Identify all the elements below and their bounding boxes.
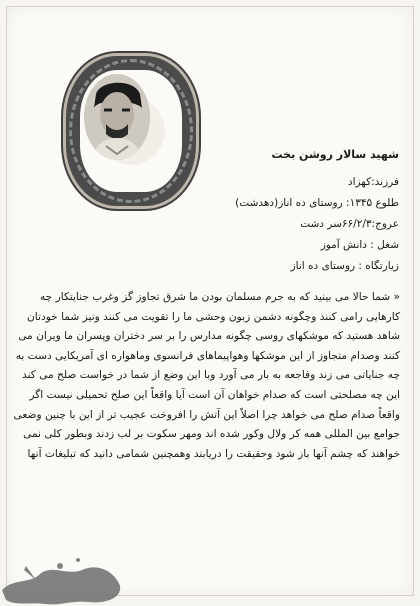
father-name: فرزند:کهزاد [347, 176, 399, 188]
martyr-portrait-photo [84, 74, 150, 160]
text-line: جوامع بین المللی همه کر ولال وکور شده اند ومهر سکوت بر لب زدند وبطور کلی نمی [23, 428, 400, 441]
text-line: این چه مصلحتی است که صدام خواهان آن است آیا واقعاً این صلح تحمیلی نیست اگر [29, 388, 400, 401]
ink-blot-decoration [0, 520, 126, 606]
testament-text [13, 288, 400, 464]
text-line: شاهد هستید که موشکهای روسی چگونه مدارس را بر سر دختران وپسران ما ویران می [18, 330, 400, 343]
text-line: کارهایی رامی کنند وچگونه دشمن زبون وحشی ما را تقویت می کنند ونیز شما خودتان [27, 310, 400, 323]
text-line: کنند وصدام متجاوز از این موشکها وهواپیماهای فرانسوی وماهواره ای آمریکایی دست به [15, 349, 400, 362]
birth-info: طلوع ۱۳۴۵: روستای ده اناز(دهدشت) [235, 197, 399, 209]
occupation-info: شغل : دانش آموز [320, 239, 399, 251]
text-line: چه جنایاتی می زند وفاجعه به بار می آورد وبا این وضع از شما در خواست صلح می کند [22, 369, 400, 382]
text-line: خواهند که چشم آنها باز شود وحقیقت را دریابند وهمچنین شمامی دانید که تبلیغات آنها [27, 447, 400, 460]
martyr-name: شهید سالار روشن بخت [271, 148, 399, 161]
text-line: « شما حالا می بینید که به جرم مسلمان بودن ما شرق تجاوز گز وغرب جنایتکار چه [40, 291, 400, 303]
burial-place-info: زیارتگاه : روستای ده اناز [290, 260, 399, 272]
portrait-image [84, 74, 150, 160]
text-line: واقعاً صدام صلح می خواهد چرا اصلاً این آتش را افروخت عجیب تر از این با چنین وضعی [13, 408, 400, 421]
martyrdom-info: عروج:۶۶/۲/۳سر دشت [300, 218, 399, 230]
